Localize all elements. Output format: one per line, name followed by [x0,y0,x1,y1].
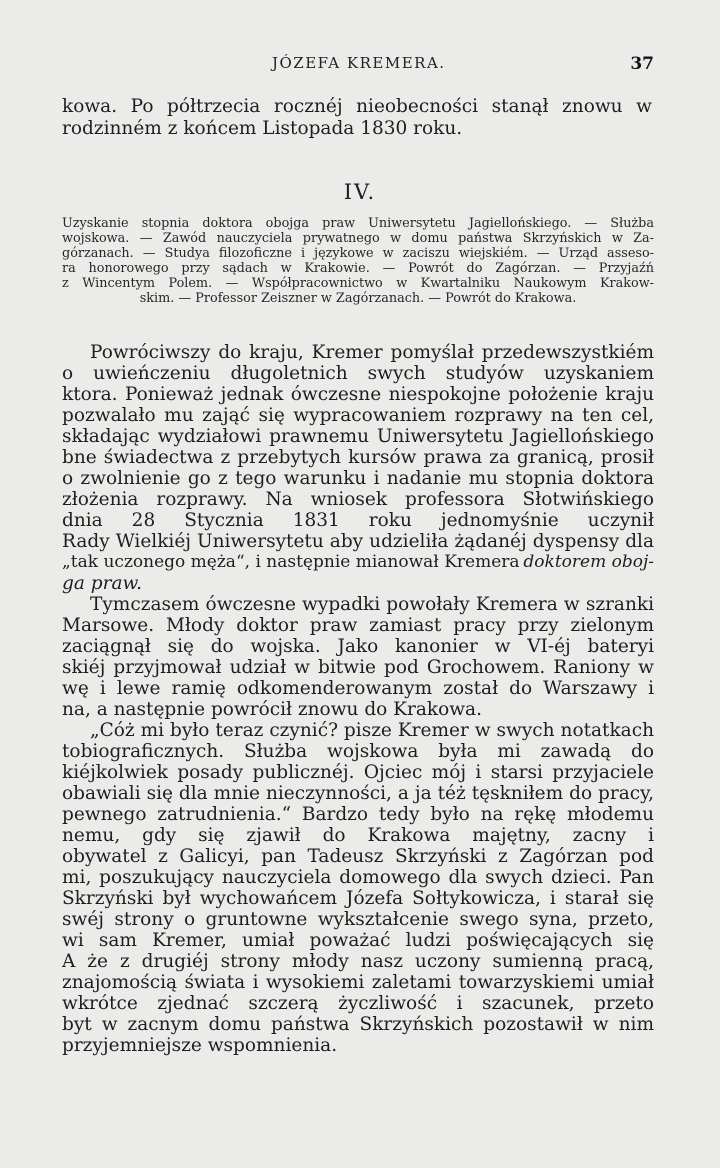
text-line: na, a następnie powrócił znowu do Krakowa. [62,699,482,720]
text-line: przyjemniejsze wspomnienia. [62,1035,338,1056]
text-line: obywatel z Galicyi, pan Tadeusz Skrzyński z Zagórzan pod [62,846,654,867]
text-line: o uwieńczeniu długoletnich swych studyów uzyskaniem [62,363,654,384]
text-line: złożenia rozprawy. Na wniosek professora Słotwińskiego [62,489,654,510]
text-line: tobiograficznych. Służba wojskowa była mi zawadą do [62,741,654,762]
text-line: skiéj przyjmował udział w bitwie pod Grochowem. Raniony w [62,657,654,678]
section-heading: IV. [343,180,377,204]
text-line: obawiali się dla mnie nieczynności, a ja téż tęskniłem do pracy, [62,783,654,804]
emphasized-text: ga praw. [62,573,142,594]
text-line: o zwolnienie go z tego warunku i nadanie mu stopnia doktora [62,468,654,489]
text-line: Powróciwszy do kraju, Kremer pomyślał przedewszystkiém [90,342,654,363]
text-line: Tymczasem ówczesne wypadki powołały Kremera w szranki [90,594,654,615]
text-line: mi, poszukujący nauczyciela domowego dla swych dzieci. Pan [62,867,654,888]
chapter-summary [62,216,654,306]
summary-line: ra honorowego przy sądach w Krakowie. — Powrót do Zagórzan. — Przyjaźń [62,261,654,276]
text-line: „Cóż mi było teraz czynić? pisze Kremer w swych notatkach [90,720,654,741]
summary-line: skim. — Professor Zeiszner w Zagórzanach. — Powrót do Krakowa. [139,291,577,306]
body-text [62,342,654,1056]
text-line: A że z drugiéj strony młody nasz uczony sumienną pracą, [62,951,654,972]
running-head [62,54,654,80]
text-line: składając wydziałowi prawnemu Uniwersytetu Jagiellońskiego [62,426,654,447]
text-line: byt w zacnym domu państwa Skrzyńskich pozostawił w nim [62,1014,654,1035]
summary-line: wojskowa. — Zawód nauczyciela prywatnego w domu państwa Skrzyńskich w Za- [62,231,654,246]
running-title: JÓZEFA KREMERA. [272,54,446,72]
text-line: ktora. Ponieważ jednak ówczesne niespokojne położenie kraju [62,384,654,405]
text-line: dnia 28 Stycznia 1831 roku jednomyśnie uczynił [62,510,654,531]
page-number: 37 [630,54,654,74]
summary-line: górzanach. — Studya filozoficzne i językowe w zaciszu wiejskiém. — Urząd asseso- [62,246,654,261]
text-line: zaciągnął się do wojska. Jako kanonier w VI-éj bateryi [62,636,654,657]
text-line: kowa. Po półtrzecia rocznéj nieobecności stanął znowu w [62,96,652,117]
text-line: rodzinném z końcem Listopada 1830 roku. [62,118,463,139]
text-line: znajomością świata i wysokiemi zaletami towarzyskiemi umiał [62,972,654,993]
text-line: pozwalało mu zająć się wypracowaniem rozprawy na ten cel, [62,405,654,426]
text-line: kiéjkolwiek posady publicznéj. Ojciec mój i starsi przyjaciele [62,762,654,783]
text-line: pewnego zatrudnienia.“ Bardzo tedy było na rękę młodemu [62,804,654,825]
text-line: bne świadectwa z przebytych kursów prawa za granicą, prosił [62,447,654,468]
text-line: Rady Wielkiéj Uniwersytetu aby udzieliła żądanéj dyspensy dla [62,531,654,552]
text-line: swéj strony o gruntowne wykształcenie swego syna, przeto, [62,909,654,930]
continued-paragraph [62,96,652,140]
text-line [62,552,654,573]
text-line: wi sam Kremer, umiał poważać ludzi poświęcających się [62,930,654,951]
summary-line: Uzyskanie stopnia doktora obojga praw Uniwersytetu Jagiellońskiego. — Służba [62,216,654,231]
text-line: wę i lewe ramię odkomenderowanym został do Warszawy i [62,678,654,699]
text-line: nemu, gdy się zjawił do Krakowa majętny, zacny i [62,825,654,846]
summary-line: z Wincentym Polem. — Współpracownictwo w Kwartalniku Naukowym Krakow- [62,276,654,291]
text-line: Skrzyński był wychowańcem Józefa Sołtykowicza, i starał się [62,888,654,909]
text-line: Marsowe. Młody doktor praw zamiast pracy przy zielonym [62,615,654,636]
text-line: wkrótce zjednać szczerą życzliwość i szacunek, przeto [62,993,654,1014]
text-segment: „tak uczonego męża“, i następnie mianował Kremera [62,552,520,572]
emphasized-text: doktorem oboj- [523,552,654,572]
